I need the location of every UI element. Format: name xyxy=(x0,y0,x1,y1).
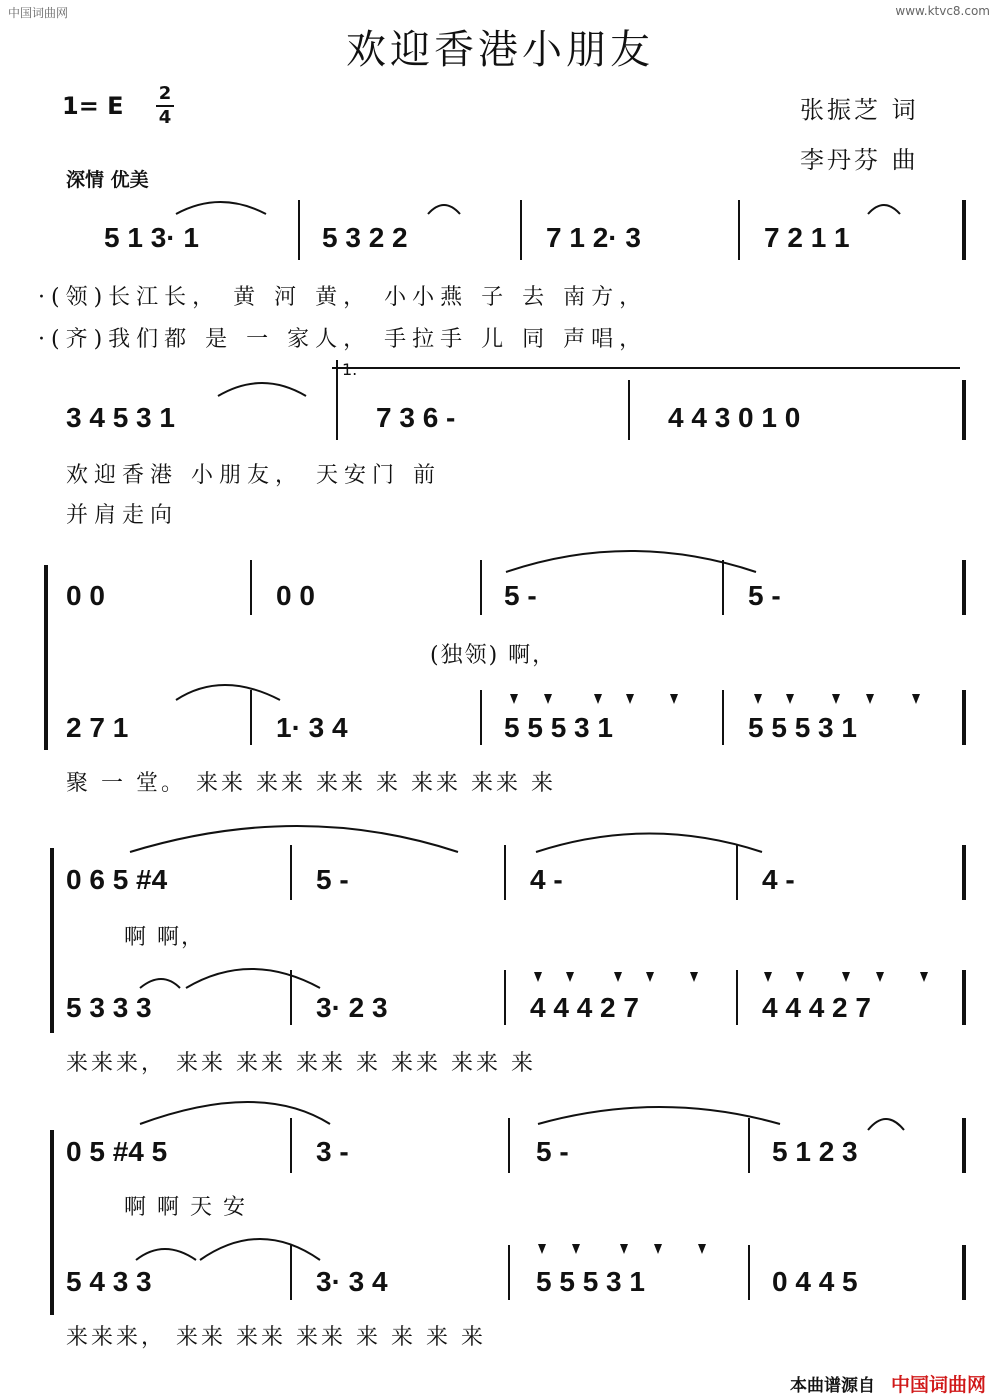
lyricist-credit: 张振芝 词 xyxy=(800,96,919,124)
row3-bottom-measure2: 1· 3 4 xyxy=(276,712,348,743)
row5-bottom-measure4: 0 4 4 5 xyxy=(772,1266,858,1297)
row4-top-measure1: 0 6 5 #4 xyxy=(66,864,168,895)
row3-top-lyric: (独领) 啊， xyxy=(430,643,557,668)
row5-top-measure3: 5 - xyxy=(536,1136,569,1167)
song-title: 欢迎香港小朋友 xyxy=(346,27,654,73)
row5-bottom-measure2: 3· 3 4 xyxy=(316,1266,388,1297)
source-footer xyxy=(790,1370,986,1397)
row3-bottom-lyric: 聚 一 堂。 来来 来来 来来 来 来来 来来 来 xyxy=(66,771,556,796)
time-signature-top: 2 xyxy=(158,83,172,104)
row2-measure2: 7 3 6 - xyxy=(376,402,456,433)
row3-bottom-measure1: 2 7 1 xyxy=(66,712,129,743)
row3-bottom-measure3: 5 5 5 3 1 xyxy=(504,712,613,743)
row1-lyric-verse1: ·(领)长江长， 黄 河 黄， 小小燕 子 去 南方， xyxy=(38,285,648,310)
row4-bottom-measure1: 5 3 3 3 xyxy=(66,992,152,1023)
row3-top-measure3: 5 - xyxy=(504,580,537,611)
site-url-right: www.ktvc8.com xyxy=(895,4,990,18)
row1-lyric-verse2: ·(齐)我们都 是 一 家人， 手拉手 儿 同 声唱， xyxy=(38,327,648,352)
site-name-left: 中国词曲网 xyxy=(8,6,69,20)
row4-top-measure4: 4 - xyxy=(762,864,795,895)
row4-bottom-measure4: 4 4 4 2 7 xyxy=(762,992,871,1023)
row2-measure1: 3 4 5 3 1 xyxy=(66,402,175,433)
time-signature-bottom: 4 xyxy=(158,107,172,128)
key-signature: 1= E xyxy=(62,92,124,120)
row5-top-measure2: 3 - xyxy=(316,1136,349,1167)
tempo-marking: 深情 优美 xyxy=(66,169,149,191)
row4-bottom-measure3: 4 4 4 2 7 xyxy=(530,992,639,1023)
row5-bottom-measure1: 5 4 3 3 xyxy=(66,1266,152,1297)
row4-top-measure2: 5 - xyxy=(316,864,349,895)
row4-bottom-measure2: 3· 2 3 xyxy=(316,992,388,1023)
row5-top-lyric: 啊 啊 天 安 xyxy=(124,1195,247,1220)
composer-credit: 李丹芬 曲 xyxy=(800,146,919,174)
source-label: 本曲谱源自 xyxy=(790,1376,875,1396)
row5-top-measure1: 0 5 #4 5 xyxy=(66,1136,168,1167)
row1-measure4: 7 2 1 1 xyxy=(764,222,850,253)
row5-top-measure4: 5 1 2 3 xyxy=(772,1136,858,1167)
row3-top-measure1: 0 0 xyxy=(66,580,105,611)
row2-measure3: 4 4 3 0 1 0 xyxy=(668,402,801,433)
row4-bottom-lyric: 来来来， 来来 来来 来来 来 来来 来来 来 xyxy=(66,1051,536,1076)
row1-measure1: 5 1 3· 1 xyxy=(104,222,199,253)
row3-bottom-measure4: 5 5 5 3 1 xyxy=(748,712,857,743)
row2-lyric-verse2: 并肩走向 xyxy=(66,503,179,528)
row5-bottom-measure3: 5 5 5 3 1 xyxy=(536,1266,645,1297)
row5-bottom-lyric: 来来来， 来来 来来 来来 来 来 来 来 xyxy=(66,1325,486,1350)
row4-top-lyric: 啊 啊， xyxy=(124,925,205,950)
row1-measure2: 5 3 2 2 xyxy=(322,222,408,253)
row2-lyric-verse1: 欢迎香港 小朋友， 天安门 前 xyxy=(66,463,441,488)
row4-top-measure3: 4 - xyxy=(530,864,563,895)
row3-top-measure4: 5 - xyxy=(748,580,781,611)
volta-1: 1. xyxy=(342,360,358,379)
row1-measure3: 7 1 2· 3 xyxy=(546,222,641,253)
brand-link[interactable]: 中国词曲网 xyxy=(891,1374,987,1396)
row3-top-measure2: 0 0 xyxy=(276,580,315,611)
